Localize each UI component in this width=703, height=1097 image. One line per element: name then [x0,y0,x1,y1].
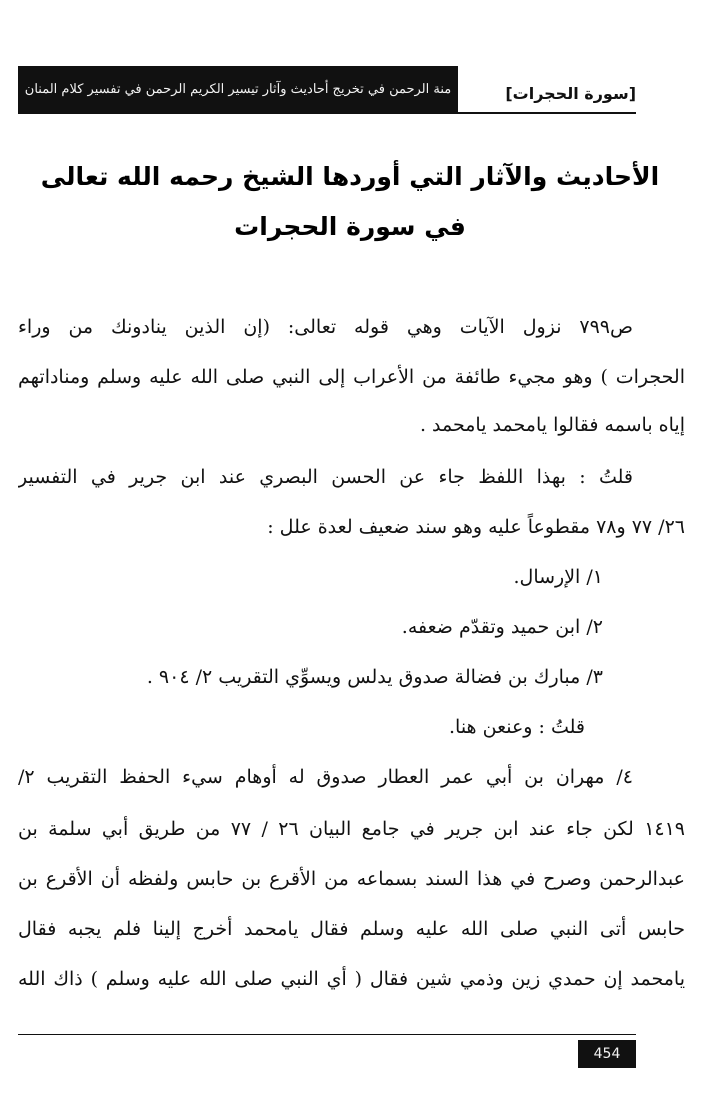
page-number: 454 [578,1040,636,1068]
body-line: عبدالرحمن وصرح في هذا السند بسماعه من الأقرع بن حابس ولفظه أن الأقرع بن [18,868,685,890]
body-line: ص٧٩٩ نزول الآيات وهي قوله تعالى: (إن الذين ينادونك من وراء [18,316,633,338]
body-line: حابس أتى النبي صلى الله عليه وسلم فقال يامحمد أخرج إلينا فلم يجبه فقال [18,918,685,940]
surah-header-label: [سورة الحجرات] [505,84,636,103]
body-line: ١/ الإرسال. [513,566,603,588]
chapter-subtitle: في سورة الحجرات [234,212,466,241]
body-line: ٢/ ابن حميد وتقدّم ضعفه. [401,616,603,638]
body-line: ١٤١٩ لكن جاء عند ابن جرير في جامع البيان ٢٦ / ٧٧ من طريق أبي سلمة بن [18,818,685,840]
body-line: الحجرات ) وهو مجيء طائفة من الأعراب إلى النبي صلى الله عليه وسلم ومناداتهم [18,366,685,388]
body-line: ٤/ مهران بن أبي عمر العطار صدوق له أوهام سيء الحفظ التقريب ٢/ [18,766,633,788]
header-divider [18,112,636,114]
body-line: قلتُ : بهذا اللفظ جاء عن الحسن البصري عند ابن جرير في التفسير [18,466,633,488]
body-line: ٣/ مبارك بن فضالة صدوق يدلس ويسوِّي التقريب ٢/ ٩٠٤ . [146,666,603,688]
body-line: يامحمد إن حمدي زين وذمي شين فقال ( أي النبي صلى الله عليه وسلم ) ذاك الله [18,968,685,990]
footer-divider [18,1034,636,1035]
body-line: ٢٦/ ٧٧ و٧٨ مقطوعاً عليه وهو سند ضعيف لعدة علل : [267,516,685,538]
body-line: إياه باسمه فقالوا يامحمد يامحمد . [419,414,685,436]
chapter-title: الأحاديث والآثار التي أوردها الشيخ رحمه الله تعالى [40,162,660,191]
running-header: منة الرحمن في تخريج أحاديث وآثار تيسير الكريم الرحمن في تفسير كلام المنان [18,66,458,112]
body-line: قلتُ : وعنعن هنا. [448,716,585,738]
